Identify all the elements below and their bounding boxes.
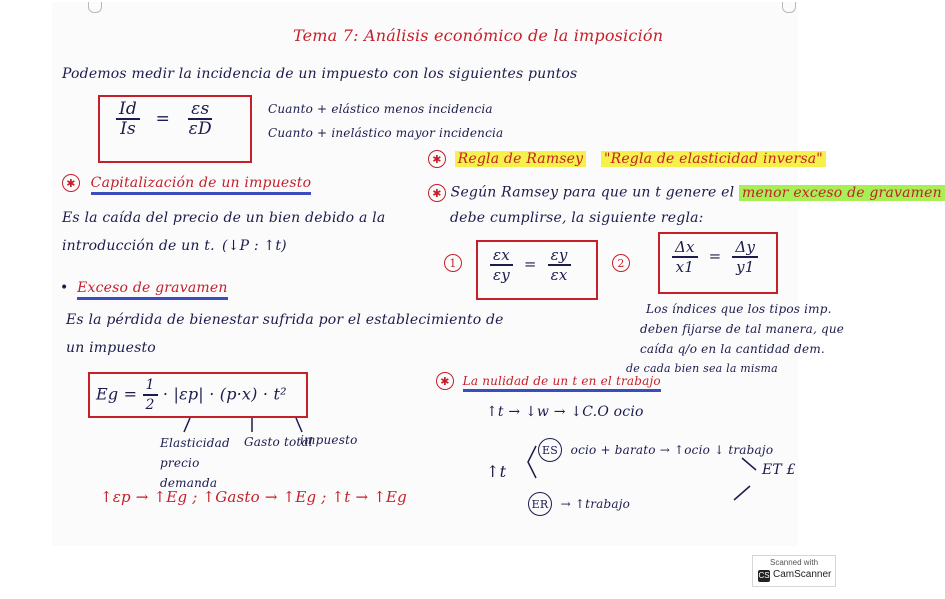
camscanner-badge [752, 555, 836, 587]
capitalizacion-effect: (↓P : ↑t) [222, 238, 287, 254]
ramsey-text-line: Según Ramsey para que un t genere el [450, 184, 735, 201]
ramsey-label: Regla de Ramsey [455, 151, 587, 167]
formula-denominator: 2 [145, 397, 155, 413]
capitalizacion-text-1: Es la caída del precio de un bien debido a la [62, 210, 386, 226]
ramsey-formula-1: $\frac{\varepsilon x}{\varepsilon y}$ = $\frac{\varepsilon y}{\varepsilon x}$ [490, 246, 571, 284]
ramsey-text-2: debe cumplirse, la siguiente regla: [450, 210, 704, 226]
star-circle-icon: ✱ [428, 184, 446, 202]
number-circle: 1 [444, 254, 462, 272]
ramsey-note-3: caída q/o en la cantidad dem. [640, 342, 825, 356]
page-title: Tema 7: Análisis económico de la imposición [293, 26, 664, 45]
star-circle-icon: ✱ [436, 372, 454, 390]
formula-denominator: Is [120, 119, 136, 139]
exceso-heading: • Exceso de gravamen [60, 280, 228, 296]
ocio-label: La nulidad de un t en el trabajo [463, 374, 661, 392]
formula-numerator: εs [188, 100, 212, 120]
ocio-er [528, 492, 630, 516]
ramsey-formula-2: $\frac{\Delta x}{x1}$ = $\frac{\Delta y}{y1}$ [672, 238, 758, 276]
ocio-line-1: ↑t → ↓w → ↓C.O ocio [486, 404, 644, 420]
formula-numerator: 1 [143, 376, 158, 396]
formula-numerator: εx [490, 246, 513, 266]
star-circle-icon: ✱ [62, 174, 80, 192]
arrow-label-impuesto: impuesto [300, 433, 358, 447]
elasticity-note-2: Cuanto + inelástico mayor incidencia [268, 126, 504, 140]
scanner-brand: CamScanner [773, 569, 832, 580]
ramsey-note-4: de cada bien sea la misma [626, 362, 778, 375]
equals-sign: = [155, 108, 171, 129]
es-circle: ES [538, 438, 562, 462]
formula-denominator: x1 [675, 258, 695, 276]
formula-rhs: · |εp| · (p·x) · t² [162, 384, 287, 404]
ocio-up-t: ↑t [486, 462, 507, 481]
elasticity-note-1: Cuanto + elástico menos incidencia [268, 102, 493, 116]
ramsey-highlight: menor exceso de gravamen [739, 185, 945, 201]
formula-denominator: y1 [736, 258, 755, 276]
capitalizacion-label: Capitalización de un impuesto [91, 175, 312, 195]
camscanner-logo-icon: CS [758, 571, 770, 580]
formula-numerator: Δy [732, 238, 758, 258]
formula-lhs: Eg = [96, 384, 138, 404]
exceso-label: Exceso de gravamen [77, 280, 227, 300]
arrow-label-gasto: Gasto total [244, 435, 313, 449]
ramsey-note-2: deben fijarse de tal manera, que [640, 322, 845, 336]
ramsey-note-1: Los índices que los tipos imp. [646, 302, 832, 316]
star-circle-icon: ✱ [428, 150, 446, 168]
ramsey-quote: "Regla de elasticidad inversa" [601, 151, 826, 167]
number-circle: 2 [612, 254, 630, 272]
formula-numerator: εy [548, 246, 571, 266]
formula-numerator: Id [116, 100, 140, 120]
ocio-et: ET £ [762, 462, 796, 478]
er-text: → ↑trabajo [560, 496, 631, 511]
exceso-text-2: un impuesto [66, 340, 156, 356]
capitalizacion-text-2: introducción de un t. [62, 238, 215, 254]
formula-numerator: Δx [672, 238, 698, 258]
formula-denominator: εy [493, 266, 510, 284]
exceso-text-1: Es la pérdida de bienestar sufrida por el establecimiento de [66, 312, 504, 328]
scanner-caption: Scanned with [769, 558, 819, 567]
er-circle: ER [528, 492, 552, 516]
formula-denominator: εD [188, 119, 212, 139]
es-text: ocio + barato → ↑ocio ↓ trabajo [570, 442, 774, 457]
exceso-bottom-line: ↑εp → ↑Eg ; ↑Gasto → ↑Eg ; ↑t → ↑Eg [100, 488, 407, 506]
arrow-label-text: Elasticidad precio demanda [160, 436, 230, 490]
formula-denominator: εx [550, 266, 568, 284]
intro-text: Podemos medir la incidencia de un impuesto con los siguientes puntos [62, 66, 578, 82]
